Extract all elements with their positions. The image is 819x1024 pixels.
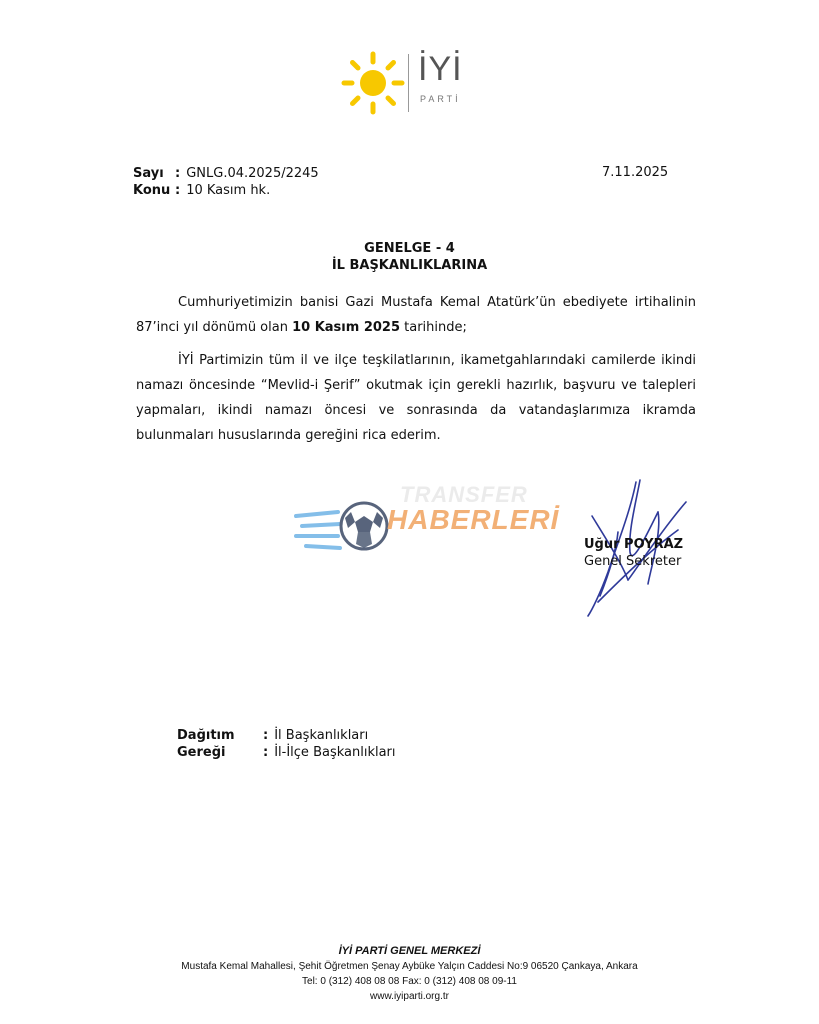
soccer-ball-icon [338, 500, 390, 552]
footer-phone: Tel: 0 (312) 408 08 08 Fax: 0 (312) 408 08 09-11 [302, 976, 517, 987]
konu-value: 10 Kasım hk. [186, 183, 271, 198]
body-paragraph-2 [136, 348, 696, 448]
footer-address: Mustafa Kemal Mahallesi, Şehit Öğretmen Şenay Aybüke Yalçın Caddesi No:9 06520 Çankaya, Ankara [181, 961, 638, 972]
dagitim-label: Dağıtım [177, 728, 235, 743]
dagitim-value: İl Başkanlıkları [274, 728, 369, 743]
watermark [292, 482, 560, 560]
logo-wordmark: İYİ [418, 50, 463, 88]
watermark-line-2: HABERLERİ [387, 504, 560, 535]
watermark-line-1: TRANSFER [400, 482, 528, 507]
konu-label: Konu [133, 183, 171, 198]
logo-divider [408, 54, 409, 112]
action-row: Gereği : İl-İlçe Başkanlıkları [177, 745, 396, 760]
party-logo [340, 50, 470, 120]
p1-text-end: tarihinde; [400, 320, 467, 335]
p2-text: İYİ Partimizin tüm il ve ilçe teşkilatlarının, ikametgahlarındaki camilerde ikindi namazı öncesinde “Mevlid-i Şerif” okutmak için gerekli hazırlık, başvuru ve talepleri yapmaları, ikindi namazı öncesi ve sonrasında da vatandaşlarımıza ikramda bulunmaları hususlarında gereğini rica ederim. [136, 353, 696, 443]
sun-icon [340, 50, 406, 116]
geregi-value: İl-İlçe Başkanlıkları [274, 745, 396, 760]
logo-subtitle: PARTİ [420, 94, 461, 104]
title-line-1: GENELGE - 4 [364, 241, 455, 256]
p1-text: Cumhuriyetimizin banisi Gazi Mustafa Kemal Atatürk’ün ebediyete irtihalinin 87’inci yıl dönümü olan [136, 295, 696, 335]
signer-name: Uğur POYRAZ [584, 537, 684, 552]
sayi-value: GNLG.04.2025/2245 [186, 166, 319, 181]
footer-title: İYİ PARTİ GENEL MERKEZİ [338, 945, 481, 957]
sayi-label: Sayı [133, 166, 164, 181]
body-paragraph-1 [136, 290, 696, 340]
footer-website: www.iyiparti.org.tr [370, 991, 449, 1002]
footer [0, 944, 819, 1004]
document-date: 7.11.2025 [602, 165, 669, 180]
geregi-label: Gereği [177, 745, 226, 760]
title-line-2: İL BAŞKANLIKLARINA [331, 258, 488, 273]
subject-row: Konu : 10 Kasım hk. [133, 183, 271, 198]
distribution-row: Dağıtım : İl Başkanlıkları [177, 728, 369, 743]
signer-title: Genel Sekreter [584, 554, 682, 569]
p1-date-bold: 10 Kasım 2025 [292, 320, 401, 335]
reference-number-row: Sayı : GNLG.04.2025/2245 [133, 166, 319, 181]
document-title [0, 240, 819, 274]
